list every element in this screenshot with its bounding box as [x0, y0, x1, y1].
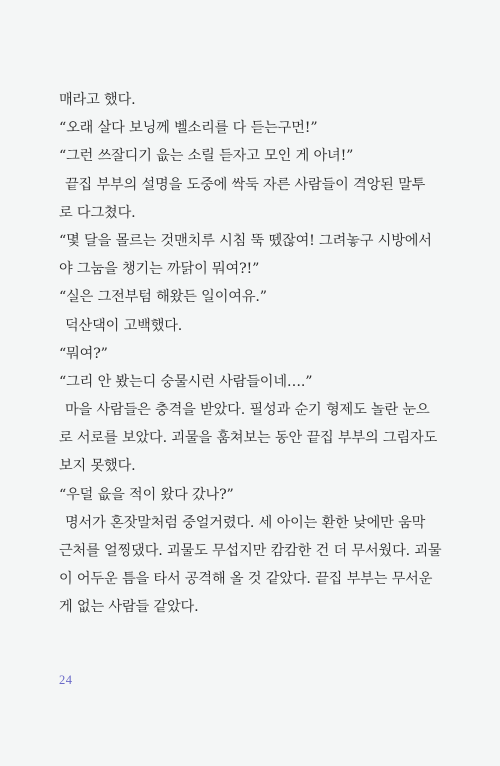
text-line: “몇 달을 몰르는 것맨치루 시침 뚝 뗐잖여! 그려놓구 시방에서 [59, 232, 432, 249]
text-line: 마을 사람들은 충격을 받았다. 필성과 순기 형제도 놀란 눈으 [65, 402, 430, 419]
text-line: 근처를 얼찡댔다. 괴물도 무섭지만 캄캄한 건 더 무서웠다. 괴물 [59, 543, 442, 559]
text-line: 로 다그쳤다. [59, 204, 136, 221]
text-line: 이 어두운 틈을 타서 공격해 올 것 같았다. 끝집 부부는 무서운 [59, 571, 433, 588]
text-line: “우덜 읎을 적이 왔다 갔나?” [59, 486, 234, 503]
text-line: 끝집 부부의 설명을 도중에 싹둑 자른 사람들이 격앙된 말투 [65, 176, 426, 193]
text-line: 보지 못했다. [59, 458, 136, 475]
text-line: “뭐여?” [59, 345, 108, 362]
text-line: “실은 그전부텀 해왔든 일이여유.” [59, 289, 267, 306]
text-line: 매라고 했다. [59, 92, 136, 108]
text-line: 덕산댁이 고백했다. [65, 317, 183, 334]
text-line: “오래 살다 보닝께 벨소리를 다 듣는구먼!” [59, 120, 318, 137]
text-line: 야 그눔을 챙기는 까닭이 뭐여?!” [59, 261, 260, 278]
page-number: 24 [59, 673, 73, 687]
text-line: 명서가 혼잣말처럼 중얼거렸다. 세 아이는 환한 낮에만 움막 [65, 514, 426, 531]
text-line: 로 서로를 보았다. 괴물을 훔쳐보는 동안 끝집 부부의 그림자도 [59, 430, 438, 447]
text-line: 게 없는 사람들 같았다. [59, 599, 199, 616]
body-text [59, 86, 443, 622]
text-line: “그리 안 봤는디 숭물시런 사람들이네….” [59, 373, 313, 390]
text-line: “그런 쓰잘디기 읎는 소릴 듣자고 모인 게 아녀!” [59, 148, 354, 165]
